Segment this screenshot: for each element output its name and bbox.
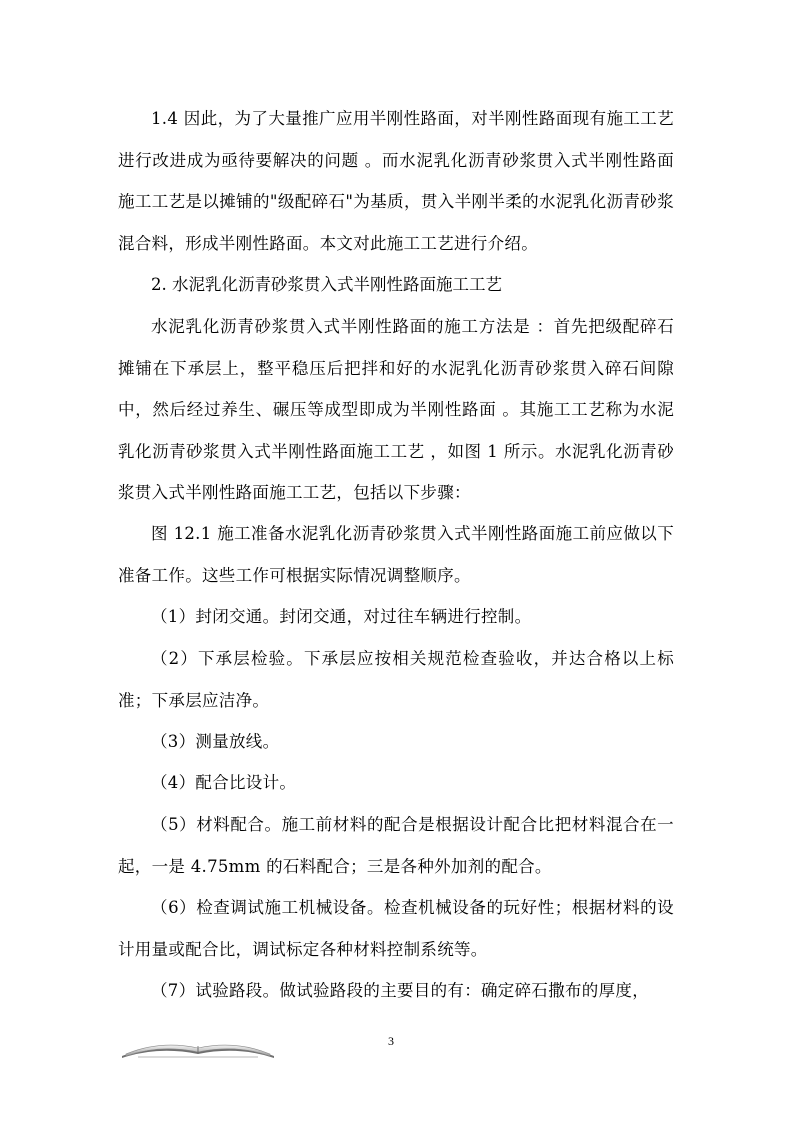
- paragraph-method: 水泥乳化沥青砂浆贯入式半刚性路面的施工方法是 ：首先把级配碎石摊铺在下承层上，整平稳压后把拌和好的水泥乳化沥青砂浆贯入碎石间隙中，然后经过养生、碾压等成型即成为半刚性路面 。其施工工艺称为水泥乳化沥青砂浆贯入式半刚性路面施工工艺 ，如图 1 所示。水泥乳化沥青砂浆贯入式半刚性路面施工工艺，包括以下步骤：: [118, 317, 674, 502]
- paragraph-preparation: 图 12.1 施工准备水泥乳化沥青砂浆贯入式半刚性路面施工前应做以下准备工作。这些工作可根据实际情况调整顺序。: [118, 524, 674, 585]
- step-3: （3）测量放线。: [151, 732, 280, 751]
- paragraph-intro: 1.4 因此，为了大量推广应用半刚性路面，对半刚性路面现有施工工艺进行改进成为亟待要解决的问题 。而水泥乳化沥青砂浆贯入式半刚性路面施工工艺是以摊铺的"级配碎石"为基质，贯入半刚半柔的水泥乳化沥青砂浆混合料，形成半刚性路面。本文对此施工工艺进行介绍。: [118, 109, 674, 253]
- section-heading: 2. 水泥乳化沥青砂浆贯入式半刚性路面施工工艺: [151, 275, 502, 294]
- step-2: （2）下承层检验。下承层应按相关规范检查验收，并达合格以上标准；下承层应洁净。: [118, 649, 674, 710]
- page-number: 3: [388, 1034, 394, 1048]
- step-7: （7）试验路段。做试验路段的主要目的有：确定碎石撒布的厚度，: [151, 981, 649, 1000]
- book-logo-icon: [118, 1036, 278, 1060]
- step-1: （1）封闭交通。封闭交通，对过往车辆进行控制。: [151, 607, 532, 626]
- step-6: （6）检查调试施工机械设备。检查机械设备的玩好性；根据材料的设计用量或配合比，调试标定各种材料控制系统等。: [118, 898, 674, 959]
- step-4: （4）配合比设计。: [151, 773, 297, 792]
- step-5: （5）材料配合。施工前材料的配合是根据设计配合比把材料混合在一起，一是 4.75mm 的石料配合；三是各种外加剂的配合。: [118, 815, 674, 876]
